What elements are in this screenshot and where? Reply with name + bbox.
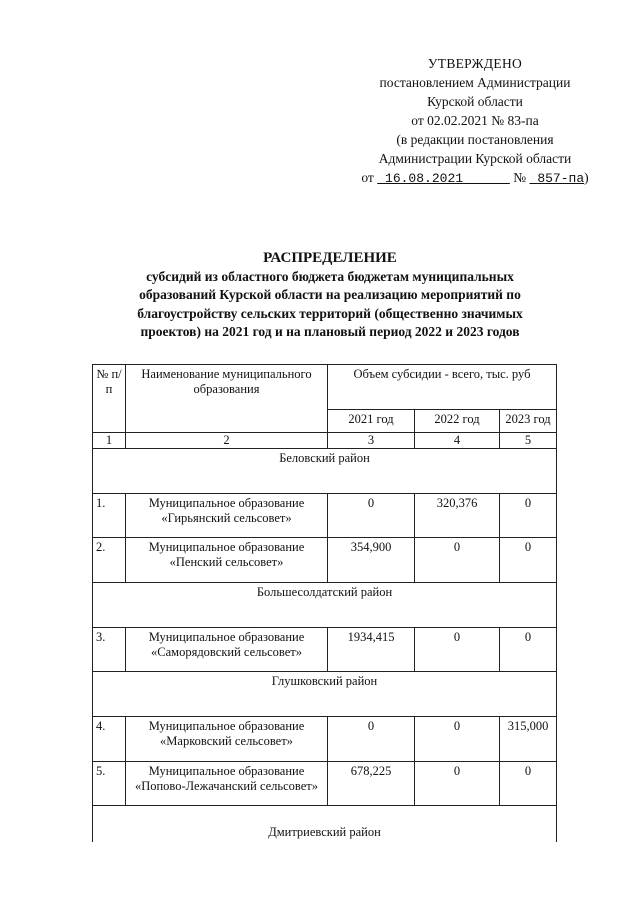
row-num: 1. [93,494,126,538]
row-name: Муниципальное образование «Попово-Лежачанский сельсовет» [126,762,328,806]
row-2023: 0 [500,494,557,538]
row-2023: 0 [500,538,557,583]
row-2021: 678,225 [328,762,415,806]
colnum: 5 [500,433,557,449]
close-paren: ) [584,170,589,185]
row-2021: 0 [328,494,415,538]
approval-dateline [340,168,610,188]
colnum: 1 [93,433,126,449]
row-name: Муниципальное образование «Саморядовский сельсовет» [126,628,328,672]
approval-line-3: от 02.02.2021 № 83-па [411,113,539,128]
table-row [93,538,557,583]
heading-line-2: образований Курской области на реализацию мероприятий по [139,287,521,302]
table-row [93,628,557,672]
district-row [93,672,557,717]
column-number-row [93,433,557,449]
approval-stamp [340,54,610,188]
heading-line-3: благоустройству сельских территорий (общественно значимых [137,305,523,321]
table-row [93,717,557,762]
heading-title: РАСПРЕДЕЛЕНИЕ [263,250,397,266]
row-2022: 0 [415,628,500,672]
row-name: Муниципальное образование «Пенский сельсовет» [126,538,328,583]
heading-line-1: субсидий из областного бюджета бюджетам муниципальных [146,268,514,284]
approval-line-4: (в редакции постановления [396,132,554,147]
row-num: 3. [93,628,126,672]
district-name: Глушковский район [93,672,557,717]
number-prefix: № [513,170,527,185]
header-2023: 2023 год [500,410,557,433]
heading-line-4: проектов) на 2021 год и на плановый период 2022 и 2023 годов [140,324,520,339]
row-2022: 0 [415,717,500,762]
district-row [93,449,557,494]
row-2021: 0 [328,717,415,762]
colnum: 4 [415,433,500,449]
header-num: № п/п [93,365,126,433]
header-volume: Объем субсидии - всего, тыс. руб [328,365,557,410]
header-2021: 2021 год [328,410,415,433]
row-2022: 0 [415,762,500,806]
district-row [93,583,557,628]
approval-title: УТВЕРЖДЕНО [427,56,523,71]
distribution-table [92,364,557,842]
row-2022: 0 [415,538,500,583]
row-2023: 0 [500,628,557,672]
table-row [93,494,557,538]
header-2022: 2022 год [415,410,500,433]
row-2021: 354,900 [328,538,415,583]
colnum: 3 [328,433,415,449]
number-value: 857-па [537,171,585,186]
row-num: 4. [93,717,126,762]
table-header-row [93,365,557,410]
row-2023: 315,000 [500,717,557,762]
district-name: Дмитриевский район [93,806,557,842]
date-prefix: от [361,170,374,185]
row-name: Муниципальное образование «Марковский сельсовет» [126,717,328,762]
header-name: Наименование муниципального образования [126,365,328,433]
date-value: 16.08.2021 [385,171,464,186]
district-name: Большесолдатский район [93,583,557,628]
row-num: 2. [93,538,126,583]
row-2021: 1934,415 [328,628,415,672]
row-num: 5. [93,762,126,806]
approval-line-1: постановлением Администрации [379,75,571,90]
document-heading [100,249,560,342]
table-row [93,762,557,806]
district-name: Беловский район [93,449,557,494]
approval-line-5: Администрации Курской области [378,151,572,166]
row-2022: 320,376 [415,494,500,538]
row-2023: 0 [500,762,557,806]
approval-line-2: Курской области [427,94,523,109]
colnum: 2 [126,433,328,449]
district-row [93,806,557,842]
row-name: Муниципальное образование «Гирьянский сельсовет» [126,494,328,538]
